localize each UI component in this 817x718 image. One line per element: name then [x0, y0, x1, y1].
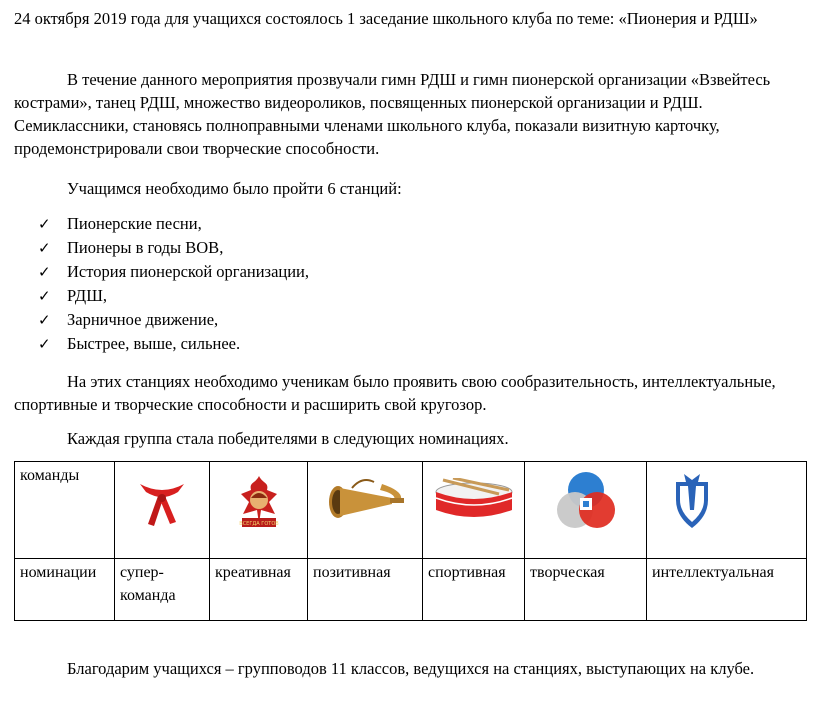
stations-intro: Учащимся необходимо было пройти 6 станций:	[67, 179, 402, 198]
checkmark-icon: ✓	[38, 239, 51, 257]
nominations-table	[14, 461, 807, 621]
row-header-teams: команды	[15, 462, 115, 559]
intro-paragraph: В течение данного мероприятия прозвучали гимн РДШ и гимн пионерской организации «Взвейтесь кострами», танец РДШ, множество видеороликов, посвященных пионерской организации и РДШ. Семиклассники, становясь полноправными членами школьного клуба, показали визитную карточку, продемонстрировали свои творческие способности.	[14, 70, 771, 158]
table-row	[15, 559, 807, 621]
nomination-cell: спортивная	[423, 559, 525, 621]
checkmark-icon: ✓	[38, 287, 51, 305]
nomination-cell: супер-команда	[115, 559, 210, 621]
table-cell	[210, 462, 308, 559]
station-label: Пионеры в годы ВОВ,	[67, 238, 224, 257]
station-label: История пионерской организации,	[67, 262, 310, 281]
checkmark-icon: ✓	[38, 335, 51, 353]
table-cell	[115, 462, 210, 559]
list-item	[14, 332, 309, 356]
stations-list	[14, 212, 309, 356]
table-cell	[423, 462, 525, 559]
list-item	[14, 260, 309, 284]
nomination-cell: креативная	[210, 559, 308, 621]
shield-icon	[672, 470, 712, 530]
checkmark-icon: ✓	[38, 311, 51, 329]
nomination-cell: интеллектуальная	[647, 559, 807, 621]
checkmark-icon: ✓	[38, 263, 51, 281]
table-cell	[525, 462, 647, 559]
nominations-intro: Каждая группа стала победителями в следующих номинациях.	[67, 429, 509, 448]
list-item	[14, 212, 309, 236]
list-item	[14, 236, 309, 260]
nomination-cell: позитивная	[308, 559, 423, 621]
thanks-paragraph: Благодарим учащихся – групповодов 11 классов, ведущихся на станциях, выступающих на клубе.	[67, 659, 755, 678]
svg-text:ВСЕГДА ГОТОВ: ВСЕГДА ГОТОВ	[238, 521, 279, 527]
list-item	[14, 284, 309, 308]
station-label: РДШ,	[67, 286, 107, 305]
row-header-nominations: номинации	[15, 559, 115, 621]
bugle-icon	[322, 472, 408, 522]
table-row	[15, 462, 807, 559]
rdsh-logo-icon	[553, 468, 619, 534]
drum-icon	[433, 478, 515, 524]
stations-task-paragraph: На этих станциях необходимо ученикам было проявить свою сообразительность, интеллектуальные, спортивные и творческие способности и расширить свой кругозор.	[14, 372, 776, 414]
pioneer-badge-icon	[229, 474, 289, 536]
list-item	[14, 308, 309, 332]
table-cell	[308, 462, 423, 559]
station-label: Пионерские песни,	[67, 214, 202, 233]
title-paragraph: 24 октября 2019 года для учащихся состоялось 1 заседание школьного клуба по теме: «Пионерия и РДШ»	[14, 9, 758, 28]
table-cell	[647, 462, 807, 559]
station-label: Зарничное движение,	[67, 310, 219, 329]
red-scarf-icon	[132, 474, 192, 534]
station-label: Быстрее, выше, сильнее.	[67, 334, 241, 353]
nomination-cell: творческая	[525, 559, 647, 621]
checkmark-icon: ✓	[38, 215, 51, 233]
